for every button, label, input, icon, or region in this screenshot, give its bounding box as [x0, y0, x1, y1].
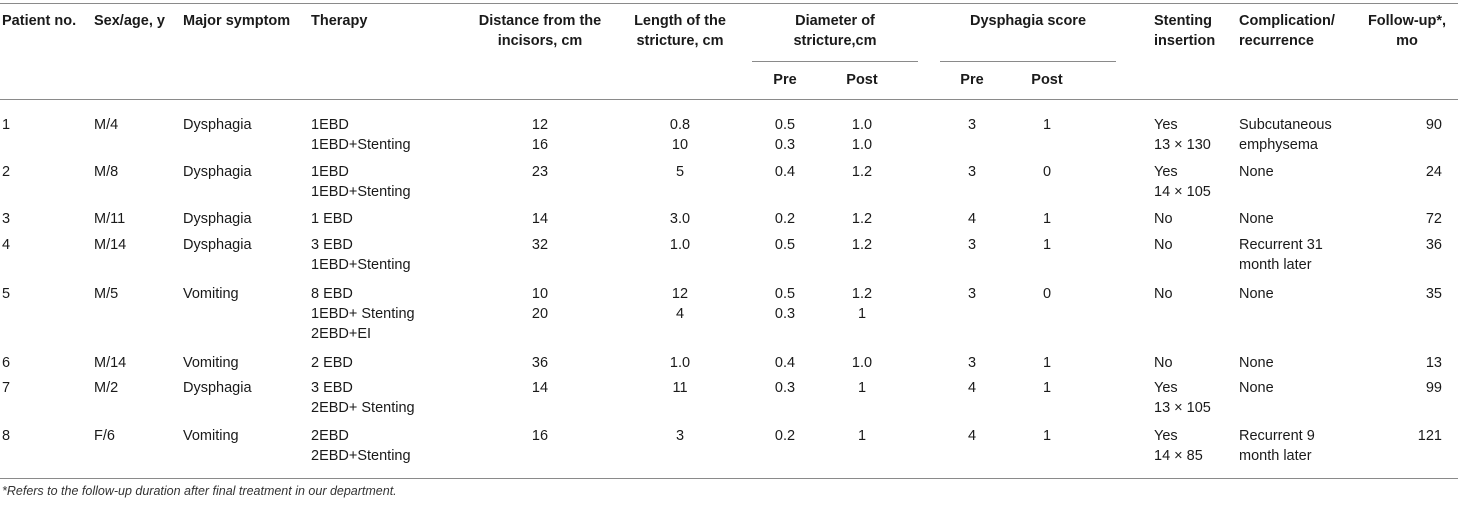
- top-rule: [0, 3, 1458, 4]
- cell-patient-no: 4: [2, 237, 11, 253]
- cell-symptom: Dysphagia: [183, 164, 252, 180]
- cell-sex-age: M/2: [94, 380, 119, 396]
- header-followup: Follow-up*, mo: [1367, 13, 1447, 49]
- cell-followup: 99: [1425, 380, 1442, 396]
- cell-dysphagia-post: 1: [1042, 117, 1052, 133]
- cell-complication: Recurrent 9 month later: [1239, 428, 1315, 464]
- cell-dysphagia-pre: 3: [967, 286, 977, 302]
- header-complication: Complication/ recurrence: [1239, 13, 1335, 49]
- cell-length: 1.0: [669, 355, 691, 371]
- header-sex-age: Sex/age, y: [94, 13, 165, 29]
- table-bottom-rule: [0, 478, 1458, 479]
- cell-distance: 16: [531, 428, 549, 444]
- cell-therapy: 1 EBD: [311, 211, 353, 227]
- cell-followup: 36: [1425, 237, 1442, 253]
- cell-distance: 14: [531, 380, 549, 396]
- cell-followup: 35: [1425, 286, 1442, 302]
- cell-stenting: Yes 13 × 130: [1154, 117, 1211, 153]
- header-diameter-post: Post: [846, 72, 878, 88]
- cell-therapy: 3 EBD 2EBD+ Stenting: [311, 380, 415, 416]
- cell-sex-age: M/11: [94, 211, 126, 227]
- cell-dysphagia-pre: 3: [967, 164, 977, 180]
- cell-patient-no: 2: [2, 164, 11, 180]
- cell-diameter-post: 1.2: [851, 164, 873, 180]
- cell-length: 5: [675, 164, 685, 180]
- cell-length: 11: [672, 380, 688, 396]
- cell-stenting: No: [1154, 286, 1173, 302]
- cell-complication: None: [1239, 355, 1274, 371]
- cell-length: 3: [675, 428, 685, 444]
- footnote: *Refers to the follow-up duration after final treatment in our department.: [2, 484, 397, 498]
- diameter-subrule: [752, 61, 918, 62]
- cell-distance: 12 16: [531, 117, 549, 153]
- header-major-symptom: Major symptom: [183, 13, 291, 29]
- cell-therapy: 2 EBD: [311, 355, 353, 371]
- cell-dysphagia-post: 1: [1042, 211, 1052, 227]
- cell-symptom: Vomiting: [183, 428, 239, 444]
- cell-dysphagia-post: 1: [1042, 355, 1052, 371]
- cell-patient-no: 1: [2, 117, 11, 133]
- cell-symptom: Dysphagia: [183, 380, 252, 396]
- header-stenting: Stenting insertion: [1154, 13, 1216, 49]
- cell-patient-no: 7: [2, 380, 11, 396]
- cell-sex-age: M/14: [94, 355, 127, 371]
- cell-length: 0.8 10: [669, 117, 691, 153]
- cell-therapy: 1EBD 1EBD+Stenting: [311, 164, 411, 200]
- cell-distance: 14: [531, 211, 549, 227]
- cell-diameter-post: 1.2 1: [851, 286, 873, 322]
- cell-diameter-post: 1: [857, 380, 867, 396]
- cell-diameter-pre: 0.5 0.3: [774, 286, 796, 322]
- cell-dysphagia-pre: 4: [967, 211, 977, 227]
- cell-stenting: Yes 14 × 85: [1154, 428, 1203, 464]
- cell-stenting: No: [1154, 237, 1173, 253]
- cell-dysphagia-pre: 3: [967, 237, 977, 253]
- cell-sex-age: M/8: [94, 164, 119, 180]
- header-bottom-rule: [0, 99, 1458, 100]
- cell-distance: 23: [531, 164, 549, 180]
- cell-stenting: Yes 14 × 105: [1154, 164, 1211, 200]
- cell-symptom: Vomiting: [183, 286, 239, 302]
- cell-diameter-pre: 0.2: [774, 211, 796, 227]
- cell-sex-age: M/14: [94, 237, 127, 253]
- cell-dysphagia-post: 1: [1042, 237, 1052, 253]
- cell-diameter-pre: 0.5 0.3: [774, 117, 796, 153]
- cell-followup: 121: [1417, 428, 1442, 444]
- cell-complication: Subcutaneous emphysema: [1239, 117, 1332, 153]
- header-therapy: Therapy: [311, 13, 368, 29]
- cell-diameter-pre: 0.5: [774, 237, 796, 253]
- cell-distance: 10 20: [531, 286, 549, 322]
- cell-complication: None: [1239, 211, 1274, 227]
- cell-diameter-pre: 0.3: [774, 380, 796, 396]
- header-dysphagia-post: Post: [1031, 72, 1063, 88]
- cell-dysphagia-post: 0: [1042, 164, 1052, 180]
- cell-complication: None: [1239, 164, 1274, 180]
- cell-dysphagia-pre: 3: [967, 355, 977, 371]
- cell-stenting: Yes 13 × 105: [1154, 380, 1211, 416]
- header-dysphagia: Dysphagia score: [969, 13, 1087, 29]
- header-dysphagia-pre: Pre: [960, 72, 984, 88]
- cell-followup: 13: [1425, 355, 1442, 371]
- cell-complication: Recurrent 31 month later: [1239, 237, 1323, 273]
- cell-sex-age: F/6: [94, 428, 115, 444]
- header-diameter: Diameter of stricture,cm: [793, 13, 877, 49]
- cell-diameter-post: 1: [857, 428, 867, 444]
- header-length: Length of the stricture, cm: [634, 13, 726, 49]
- cell-followup: 90: [1425, 117, 1442, 133]
- cell-symptom: Vomiting: [183, 355, 239, 371]
- cell-diameter-post: 1.0: [851, 355, 873, 371]
- cell-dysphagia-post: 1: [1042, 428, 1052, 444]
- cell-followup: 24: [1425, 164, 1442, 180]
- cell-patient-no: 8: [2, 428, 11, 444]
- header-diameter-pre: Pre: [773, 72, 797, 88]
- cell-sex-age: M/5: [94, 286, 119, 302]
- cell-followup: 72: [1425, 211, 1442, 227]
- cell-therapy: 3 EBD 1EBD+Stenting: [311, 237, 411, 273]
- cell-symptom: Dysphagia: [183, 237, 252, 253]
- cell-length: 3.0: [669, 211, 691, 227]
- cell-complication: None: [1239, 380, 1274, 396]
- cell-diameter-post: 1.2: [851, 237, 873, 253]
- cell-distance: 36: [531, 355, 549, 371]
- cell-stenting: No: [1154, 211, 1173, 227]
- cell-dysphagia-post: 0: [1042, 286, 1052, 302]
- cell-dysphagia-pre: 4: [967, 380, 977, 396]
- cell-diameter-post: 1.2: [851, 211, 873, 227]
- cell-symptom: Dysphagia: [183, 211, 252, 227]
- cell-dysphagia-pre: 4: [967, 428, 977, 444]
- cell-patient-no: 5: [2, 286, 11, 302]
- header-patient-no: Patient no.: [2, 13, 77, 29]
- cell-diameter-post: 1.0 1.0: [851, 117, 873, 153]
- cell-diameter-pre: 0.4: [774, 355, 796, 371]
- cell-dysphagia-post: 1: [1042, 380, 1052, 396]
- cell-therapy: 1EBD 1EBD+Stenting: [311, 117, 411, 153]
- cell-distance: 32: [531, 237, 549, 253]
- cell-symptom: Dysphagia: [183, 117, 252, 133]
- cell-diameter-pre: 0.4: [774, 164, 796, 180]
- cell-stenting: No: [1154, 355, 1173, 371]
- cell-patient-no: 6: [2, 355, 11, 371]
- header-distance: Distance from the incisors, cm: [478, 13, 602, 49]
- cell-diameter-pre: 0.2: [774, 428, 796, 444]
- cell-length: 1.0: [669, 237, 691, 253]
- dysphagia-subrule: [940, 61, 1116, 62]
- cell-complication: None: [1239, 286, 1274, 302]
- cell-therapy: 2EBD 2EBD+Stenting: [311, 428, 411, 464]
- cell-dysphagia-pre: 3: [967, 117, 977, 133]
- cell-patient-no: 3: [2, 211, 11, 227]
- cell-therapy: 8 EBD 1EBD+ Stenting 2EBD+EI: [311, 286, 415, 342]
- cell-length: 12 4: [671, 286, 689, 322]
- cell-sex-age: M/4: [94, 117, 119, 133]
